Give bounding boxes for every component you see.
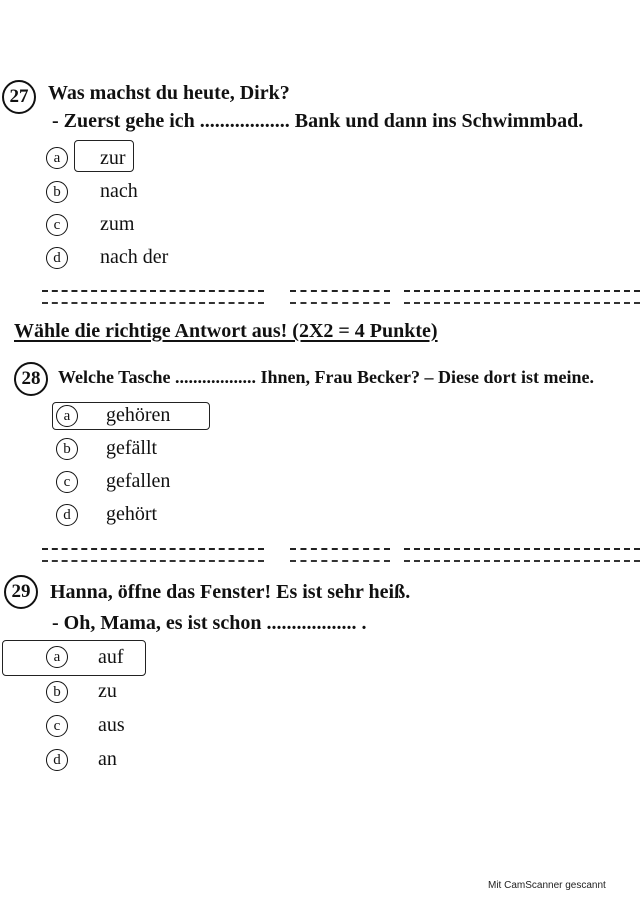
option-29-d-text[interactable]: an <box>98 748 117 770</box>
separator-line <box>42 560 264 562</box>
option-28-a-text[interactable]: gehören <box>106 404 171 426</box>
option-29-a-text[interactable]: auf <box>98 646 124 668</box>
question-29-answer-line: - Oh, Mama, es ist schon .................. . <box>52 612 367 634</box>
option-27-d-text[interactable]: nach der <box>100 246 169 268</box>
question-28-prompt: Welche Tasche .................. Ihnen, Frau Becker? – Diese dort ist meine. <box>58 367 594 387</box>
option-28-c-text[interactable]: gefallen <box>106 470 171 492</box>
separator-line <box>404 290 640 292</box>
separator-line <box>290 290 390 292</box>
question-29-prompt: Hanna, öffne das Fenster! Es ist sehr heiß. <box>50 581 411 603</box>
option-29-a-letter[interactable]: a <box>46 646 68 668</box>
scanner-footer: Mit CamScanner gescannt <box>488 880 606 891</box>
option-28-b-text[interactable]: gefällt <box>106 437 158 459</box>
separator-line <box>290 302 390 304</box>
option-27-c-letter[interactable]: c <box>46 214 68 236</box>
option-27-b-letter[interactable]: b <box>46 181 68 203</box>
question-27-prompt: Was machst du heute, Dirk? <box>48 82 290 104</box>
answer-mark-29 <box>2 640 146 676</box>
option-29-c-letter[interactable]: c <box>46 715 68 737</box>
section-title: Wähle die richtige Antwort aus! (2X2 = 4 Punkte) <box>14 320 438 342</box>
question-number-28: 28 <box>14 362 48 396</box>
option-27-d-letter[interactable]: d <box>46 247 68 269</box>
separator-line <box>42 548 264 550</box>
question-number-29: 29 <box>4 575 38 609</box>
question-27-answer-line: - Zuerst gehe ich .................. Bank und dann ins Schwimmbad. <box>52 110 584 132</box>
option-28-a-letter[interactable]: a <box>56 405 78 427</box>
option-27-a-letter[interactable]: a <box>46 147 68 169</box>
option-29-b-letter[interactable]: b <box>46 681 68 703</box>
option-29-d-letter[interactable]: d <box>46 749 68 771</box>
separator-line <box>404 560 640 562</box>
option-28-d-text[interactable]: gehört <box>106 503 158 525</box>
separator-line <box>290 560 390 562</box>
separator-line <box>42 290 264 292</box>
option-27-b-text[interactable]: nach <box>100 180 138 202</box>
option-27-c-text[interactable]: zum <box>100 213 135 235</box>
separator-line <box>404 302 640 304</box>
option-28-c-letter[interactable]: c <box>56 471 78 493</box>
option-29-b-text[interactable]: zu <box>98 680 117 702</box>
question-number-27: 27 <box>2 80 36 114</box>
option-29-c-text[interactable]: aus <box>98 714 125 736</box>
option-28-b-letter[interactable]: b <box>56 438 78 460</box>
option-28-d-letter[interactable]: d <box>56 504 78 526</box>
option-27-a-text[interactable]: zur <box>100 147 126 169</box>
separator-line <box>290 548 390 550</box>
separator-line <box>404 548 640 550</box>
separator-line <box>42 302 264 304</box>
